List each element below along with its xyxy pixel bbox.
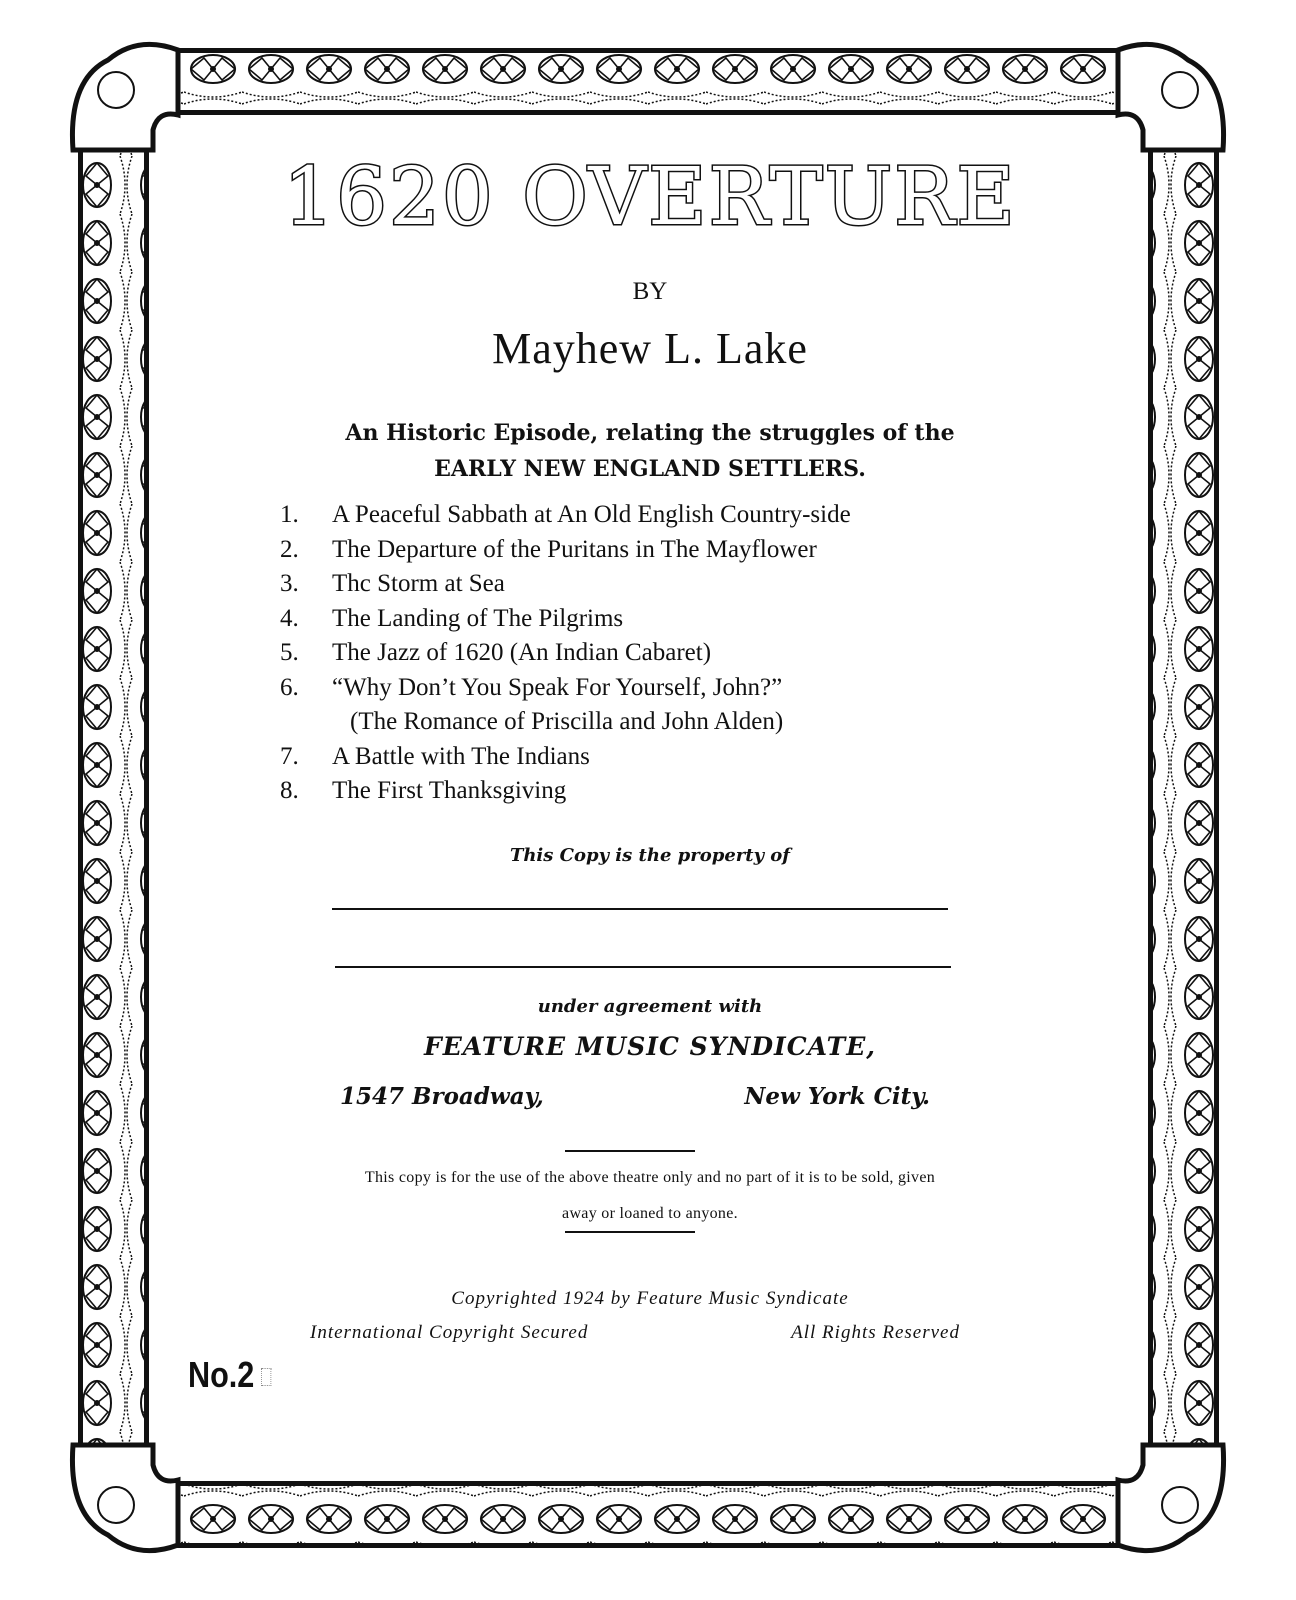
owner-blank-line-1	[332, 908, 948, 910]
episode-number: 5.	[280, 639, 299, 666]
owner-blank-line-2	[335, 966, 951, 968]
usage-notice	[245, 1160, 1055, 1232]
issue-number	[188, 1354, 271, 1396]
episode-number: 6.	[280, 673, 299, 701]
list-item	[280, 498, 1040, 533]
notice-line-1: This copy is for the use of the above theatre only and no part of it is to be sold, given	[364, 1169, 936, 1186]
address-city: New York City.	[744, 1083, 930, 1110]
issue-number-text: No.2	[188, 1354, 255, 1395]
episode-subtitle: (The Romance of Priscilla and John Alden)	[350, 708, 784, 735]
divider	[565, 1150, 695, 1152]
list-item	[280, 636, 1040, 671]
list-item	[280, 602, 1040, 637]
all-rights-reserved: All Rights Reserved	[791, 1322, 960, 1343]
episode-title: Thc Storm at Sea	[332, 570, 505, 597]
byline-label: BY	[632, 278, 668, 305]
publisher-name: FEATURE MUSIC SYNDICATE,	[423, 1032, 876, 1061]
episode-title: The Jazz of 1620 (An Indian Cabaret)	[332, 639, 712, 666]
list-item	[280, 533, 1040, 568]
copyright-line: Copyrighted 1924 by Feature Music Syndicate	[451, 1288, 849, 1309]
list-item	[280, 740, 1040, 775]
episode-number: 8.	[280, 777, 299, 804]
international-copyright: International Copyright Secured	[310, 1322, 589, 1343]
episode-title: “Why Don’t You Speak For Yourself, John?”	[332, 673, 783, 701]
list-item	[280, 671, 1040, 706]
list-item	[280, 567, 1040, 602]
subtitle-line-2: EARLY NEW ENGLAND SETTLERS.	[434, 456, 866, 482]
page-title: 1620 OVERTURE	[283, 150, 1017, 243]
subtitle	[150, 415, 1150, 487]
rights-line	[310, 1322, 960, 1344]
episode-title: The Landing of The Pilgrims	[332, 604, 624, 632]
subtitle-line-1: An Historic Episode, relating the struggles of the	[345, 420, 955, 446]
stamp-mark-icon	[261, 1368, 271, 1386]
episode-title: A Battle with The Indians	[332, 742, 590, 770]
list-item	[280, 774, 1040, 809]
address-street: 1547 Broadway,	[340, 1083, 544, 1110]
episode-title: The First Thanksgiving	[332, 777, 567, 804]
notice-line-2: away or loaned to anyone.	[562, 1205, 738, 1222]
publisher-address	[340, 1083, 930, 1110]
episode-title: A Peaceful Sabbath at An Old English Country-side	[332, 501, 851, 528]
episode-number: 3.	[280, 570, 299, 597]
episode-number: 7.	[280, 742, 299, 770]
episode-number: 1.	[280, 501, 299, 528]
episode-number: 2.	[280, 535, 299, 563]
agreement-label: under agreement with	[537, 996, 763, 1017]
episode-number: 4.	[280, 604, 299, 632]
divider	[565, 1231, 695, 1233]
episode-list	[280, 498, 1040, 809]
property-label: This Copy is the property of	[509, 845, 791, 866]
composer-name: Mayhew L. Lake	[492, 324, 808, 373]
episode-title: The Departure of the Puritans in The Mayflower	[332, 535, 817, 563]
